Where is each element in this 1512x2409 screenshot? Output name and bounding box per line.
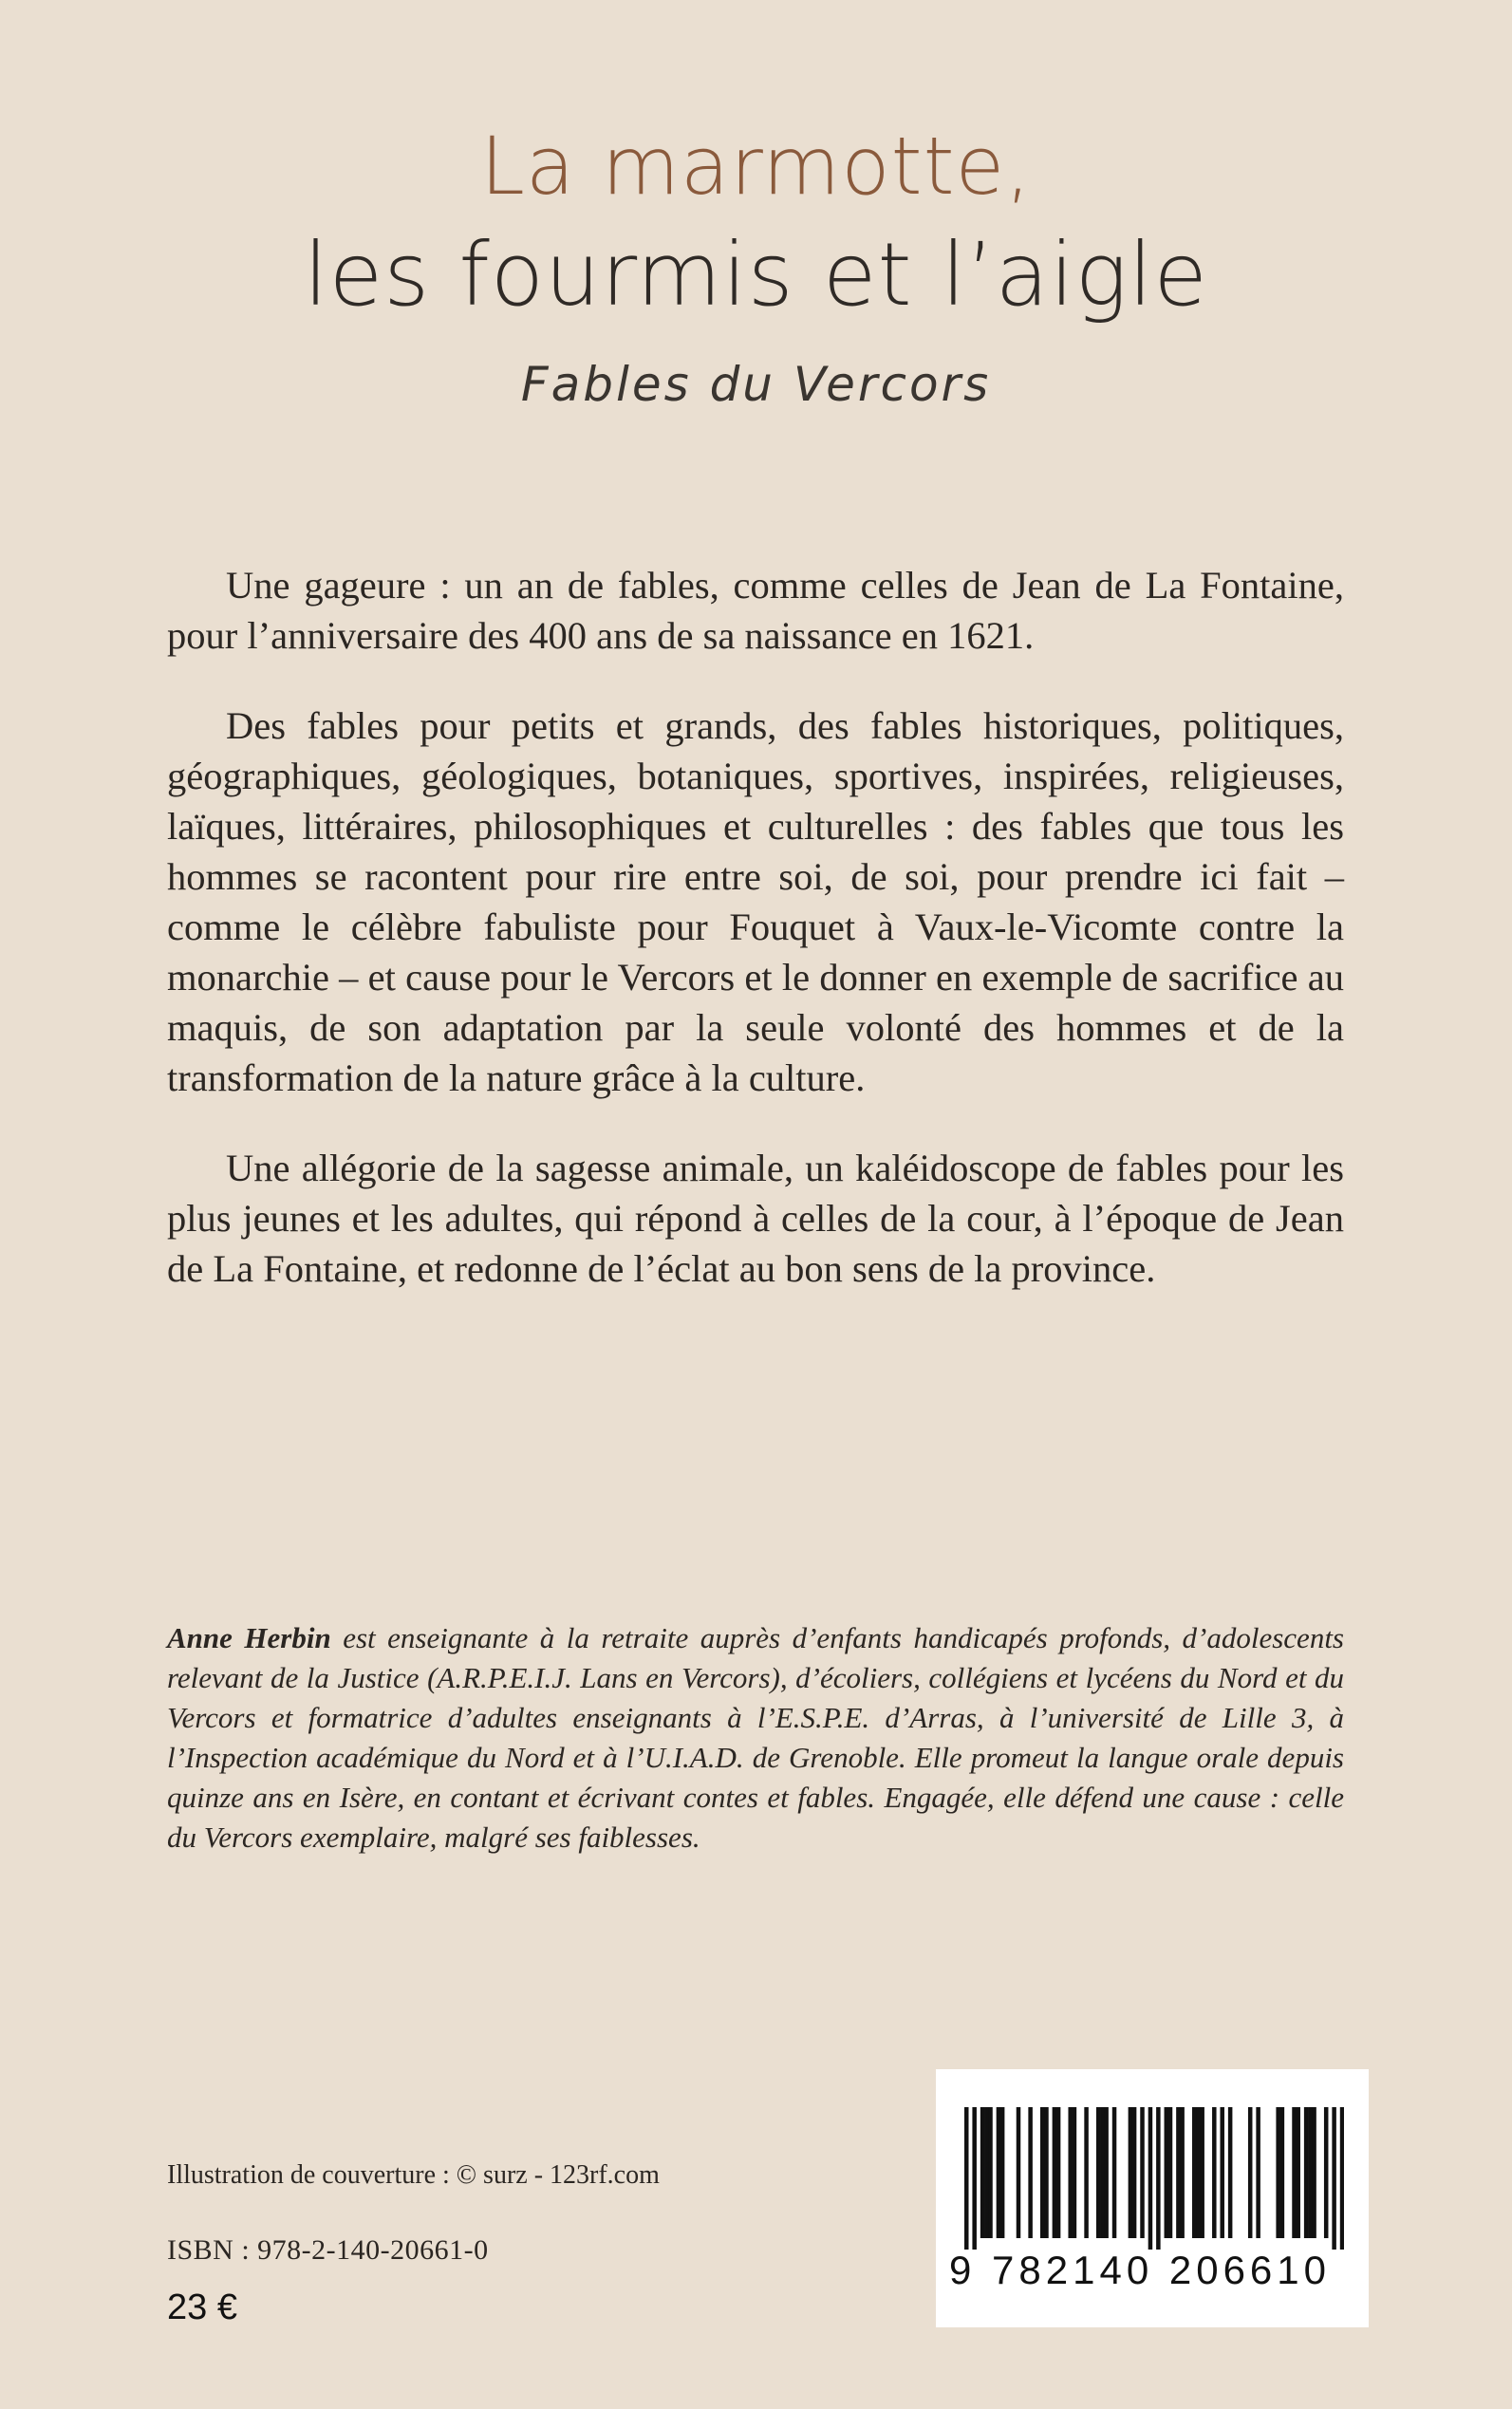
barcode-bar [1212, 2107, 1217, 2238]
book-title-line-1: La marmotte, [480, 120, 1032, 213]
barcode-bar [1165, 2107, 1169, 2238]
barcode-bar [1096, 2107, 1101, 2238]
barcode-bar [1056, 2107, 1061, 2238]
barcode-bar [1053, 2107, 1057, 2238]
barcode-bar [1248, 2107, 1253, 2238]
barcode-bar [1168, 2107, 1173, 2238]
barcode-bar [1000, 2107, 1005, 2238]
author-bio-text: est enseignante à la retraite auprès d’enfants handicapés profonds, d’adolescents relevant de la Justice (A.R.P.E.I.J. Lans en Vercors), d’écoliers, collégiens et lycéens du Nord et du Vercors et formatrice d’adultes enseignants à l’E.S.P.E. d’Arras, à l’université de Lille 3, à l’Inspection académique du Nord et à l’U.I.A.D. de Grenoble. Elle promeut la langue orale depuis quinze ans en Isère, en contant et écrivant contes et fables. Engagée, elle défend une cause : celle du Vercors exemplaire, malgré ses faiblesses. [167, 1621, 1344, 1854]
barcode-bar [1156, 2107, 1161, 2250]
barcode-digits: 9 782140 206610 [949, 2248, 1331, 2292]
barcode-bar [1176, 2107, 1181, 2238]
barcode-bar [1312, 2107, 1316, 2238]
barcode-bar [1228, 2107, 1233, 2238]
isbn: ISBN : 978-2-140-20661-0 [167, 2234, 489, 2266]
barcode-bar [1044, 2107, 1049, 2238]
author-bio [167, 1618, 1344, 1858]
price: 23 € [167, 2288, 237, 2327]
barcode-bar [1304, 2107, 1309, 2238]
barcode-bar [1296, 2107, 1300, 2238]
barcode-bar [984, 2107, 989, 2238]
summary-paragraph-2: Des fables pour petits et grands, des fables historiques, politiques, géographiques, géologiques, botaniques, sportives, inspirées, religieuses, laïques, littéraires, philosophiques et culturelles : des fables que tous les hommes se racontent pour rire entre soi, de soi, pour prendre ici fait – comme le célèbre fabuliste pour Fouquet à Vaux-le-Vicomte contre la monarchie – et cause pour le Vercors et le donner en exemple de sacrifice au maquis, de son adaptation par la seule volonté des hommes et de la transformation de la nature grâce à la culture. [167, 704, 1344, 1099]
barcode-bar [1276, 2107, 1280, 2238]
summary-text [167, 560, 1344, 1334]
barcode-bar [988, 2107, 993, 2238]
barcode-bar [1073, 2107, 1077, 2238]
barcode-bar [997, 2107, 1001, 2238]
barcode-bar [1100, 2107, 1105, 2238]
barcode-bar [1132, 2107, 1137, 2238]
barcode-bar [964, 2107, 969, 2250]
barcode-bar [1200, 2107, 1204, 2238]
barcode-bar [1332, 2107, 1336, 2250]
barcode [936, 2069, 1369, 2327]
summary-paragraph-1: Une gageure : un an de fables, comme celles de Jean de La Fontaine, pour l’anniversaire des 400 ans de sa naissance en 1621. [167, 564, 1344, 657]
barcode-bar [1129, 2107, 1133, 2238]
barcode-bar [1192, 2107, 1197, 2238]
barcode-bar [1140, 2107, 1145, 2238]
barcode-bar [1148, 2107, 1153, 2250]
barcode-bar [1017, 2107, 1021, 2238]
barcode-bar [1196, 2107, 1201, 2238]
barcode-bar [980, 2107, 985, 2238]
title-block [0, 114, 1512, 418]
barcode-bars [964, 2107, 1344, 2250]
barcode-bar [1340, 2107, 1344, 2250]
barcode-bar [1040, 2107, 1045, 2238]
barcode-bar [1068, 2107, 1073, 2238]
book-title-line-2: les fourmis et l’aigle [304, 224, 1208, 326]
barcode-bar [1280, 2107, 1285, 2238]
barcode-bar [1084, 2107, 1089, 2238]
barcode-bar [1324, 2107, 1329, 2238]
barcode-bar [1028, 2107, 1033, 2238]
barcode-bar [1256, 2107, 1260, 2238]
barcode-bar [1220, 2107, 1224, 2238]
barcode-bar [1104, 2107, 1109, 2238]
barcode-bar [972, 2107, 977, 2250]
barcode-bar [1308, 2107, 1313, 2238]
summary-paragraph-3: Une allégorie de la sagesse animale, un kaléidoscope de fables pour les plus jeunes et les adultes, qui répond à celles de la cour, à l’époque de Jean de La Fontaine, et redonne de l’éclat au bon sens de la province. [167, 1147, 1344, 1290]
illustration-credit: Illustration de couverture : © surz - 123rf.com [167, 2160, 660, 2190]
barcode-bar [1112, 2107, 1117, 2238]
barcode-bar [1292, 2107, 1297, 2238]
barcode-bar [1180, 2107, 1185, 2238]
book-subtitle: Fables du Vercors [520, 357, 992, 412]
author-name: Anne Herbin [167, 1621, 331, 1654]
